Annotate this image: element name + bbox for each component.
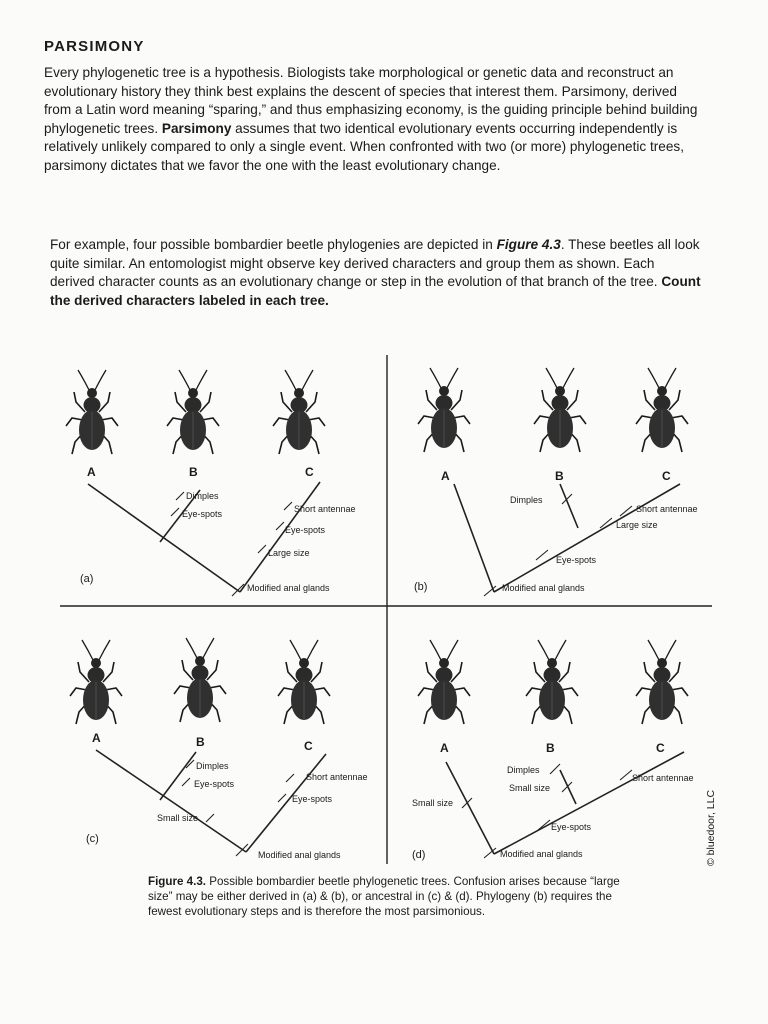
trait-modified-anal-glands: Modified anal glands [258,850,341,860]
trait-eye-spots: Eye-spots [285,525,326,535]
panel-a [66,370,356,596]
panel-c [70,638,368,860]
section-title: PARSIMONY [44,38,145,55]
trait-ticks [182,760,294,856]
beetle-c [636,640,688,724]
species-label-c: C [304,739,313,753]
beetle-b [534,368,586,452]
trait-modified-anal-glands: Modified anal glands [247,583,330,593]
trait-eye-spots: Eye-spots [556,555,597,565]
example-instruction: Count the derived characters labeled in each tree. [50,274,701,308]
tree-branches [446,752,684,854]
intro-bold-term: Parsimony [161,120,232,136]
species-label-a: A [440,741,449,755]
trait-ticks [462,764,632,858]
trait-eye-spots: Eye-spots [182,509,223,519]
beetle-a [418,368,470,452]
caption-label: Figure 4.3. [148,875,206,888]
trait-short-antennae: Short antennae [636,504,698,514]
trait-eye-spots: Eye-spots [292,794,333,804]
figure-reference: Figure 4.3 [496,237,561,252]
trait-dimples: Dimples [507,765,540,775]
species-label-a: A [87,465,96,479]
intro-text: Every phylogenetic tree is a hypothesis. Biologists take morphological or genetic data and reconstruct an evolutionary history they think best explains the descent of species that interest them. Parsimony, derived from a Latin word meaning “sparing,” and thus emphasizing economy, is the guiding principle behind building phylogenetic trees. [44,65,698,136]
panel-label-d: (d) [412,849,426,861]
beetle-a [70,640,122,724]
beetle-c [636,368,688,452]
trait-eye-spots: Eye-spots [194,779,235,789]
panel-d [412,640,694,861]
panel-label-c: (c) [86,833,99,845]
panel-label-b: (b) [414,581,428,593]
beetle-a [66,370,118,454]
species-label-b: B [189,465,198,479]
beetle-c [278,640,330,724]
example-text-middle: . These beetles all look quite similar. An entomologist might observe key derived characters and group them as shown. Each derived character counts as an evolutionary change or step in the evolution of that branch of the tree. [50,237,700,290]
species-label-b: B [555,469,564,483]
species-label-c: C [662,469,671,483]
trait-large-size: Large size [616,520,658,530]
figure-caption [148,874,628,919]
trait-large-size: Large size [268,548,310,558]
trait-short-antennae: Short antennae [632,773,694,783]
tree-branches [454,484,680,592]
species-label-a: A [441,469,450,483]
trait-short-antennae: Short antennae [306,772,368,782]
trait-ticks [171,492,292,596]
trait-modified-anal-glands: Modified anal glands [500,849,583,859]
caption-text: Possible bombardier beetle phylogenetic trees. Confusion arises because “large size” may be either derived in (a) & (b), or ancestral in (c) & (d). Phylogeny (b) requires the fewest evolutionary steps and is therefore the most parsimonious. [148,875,620,918]
beetle-b [526,640,578,724]
species-label-c: C [656,741,665,755]
trait-small-size: Small size [412,798,454,808]
panel-b [414,368,698,596]
trait-small-size: Small size [509,783,551,793]
species-label-b: B [546,741,555,755]
species-label-b: B [196,735,205,749]
trait-ticks [484,494,632,596]
copyright-notice: © bluedoor, LLC [705,789,717,866]
species-label-c: C [305,465,314,479]
beetle-b [167,370,219,454]
beetle-b [174,638,226,722]
trait-dimples: Dimples [510,495,543,505]
trait-eye-spots: Eye-spots [551,822,592,832]
trait-short-antennae: Short antennae [294,504,356,514]
trait-modified-anal-glands: Modified anal glands [502,583,585,593]
panel-label-a: (a) [80,573,94,585]
beetle-a [418,640,470,724]
trait-dimples: Dimples [186,491,219,501]
beetle-c [273,370,325,454]
species-label-a: A [92,731,101,745]
intro-text-end: assumes that two identical evolutionary events occurring independently is relatively unlikely compared to only a single event. When confronted with two (or more) phylogenetic trees, parsimony dictates that we favor the one with the least evolutionary change. [44,120,684,173]
trait-small-size: Small size [157,813,199,823]
example-text: For example, four possible bombardier beetle phylogenies are depicted in [50,237,497,252]
trait-dimples: Dimples [196,761,229,771]
